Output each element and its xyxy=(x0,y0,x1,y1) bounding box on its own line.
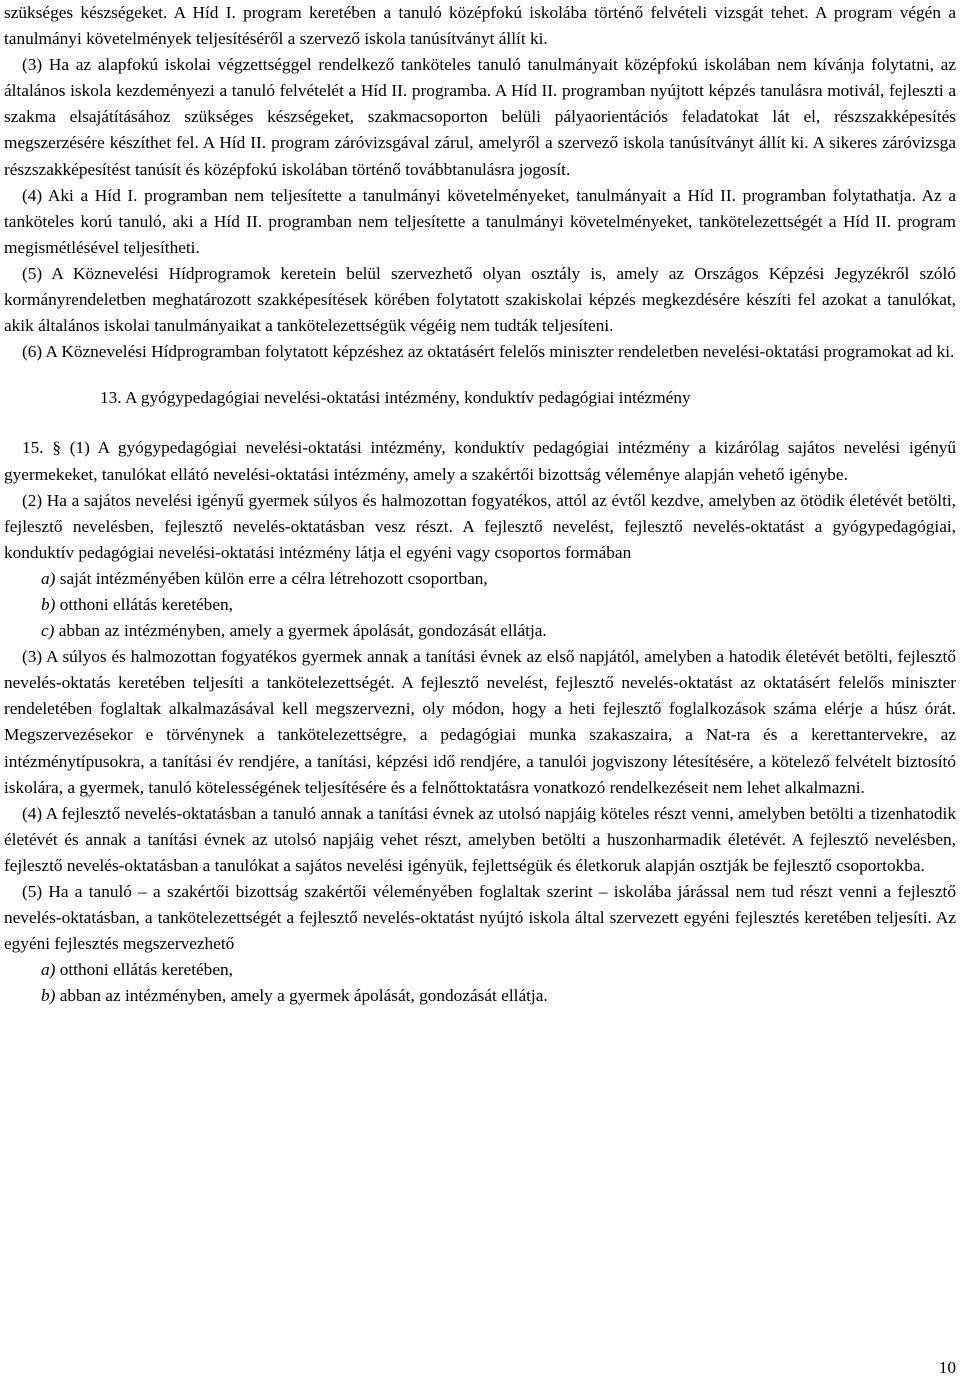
list-marker: c) xyxy=(41,621,55,641)
list-marker: a) xyxy=(41,960,56,980)
list-item xyxy=(4,592,956,618)
list-item xyxy=(4,618,956,644)
list-marker: a) xyxy=(41,568,56,588)
document-page xyxy=(4,0,956,1009)
paragraph-12-6: (6) A Köznevelési Hídprogramban folytatott képzéshez az oktatásért felelős miniszter rendeletben nevelési-oktatási programokat ad ki. xyxy=(22,342,955,362)
list-item-text: abban az intézményben, amely a gyermek ápolását, gondozását ellátja. xyxy=(54,621,547,641)
paragraph-15-1: 15. § (1) A gyógypedagógiai nevelési-oktatási intézmény, konduktív pedagógiai intézmény a kizárólag sajátos nevelési igényű gyermekeket, tanulókat ellátó nevelési-oktatási intézmény, amely a szakértői bizottság véleménye alapján vehető igénybe. xyxy=(4,438,956,484)
list-marker: b) xyxy=(41,594,56,614)
list-item-text: abban az intézményben, amely a gyermek ápolását, gondozását ellátja. xyxy=(55,986,548,1006)
paragraph-12-3: (3) Ha az alapfokú iskolai végzettséggel rendelkező tanköteles tanuló tanulmányait középfokú iskolában nem kívánja folytatni, az általános iskola kezdeményezi a tanuló felvételét a Híd II. programba. A Híd II. programban nyújtott képzés tanulásra motivál, fejleszti a szakma elsajátításához szükséges készségeket, szakmacsoporton belüli pályaorientációs feladatokat lát el, részszakképesítés megszerzésére készíthet fel. A Híd II. program záróvizsgával zárul, amelyről a szervező iskola tanúsítványt állít ki. A sikeres záróvizsga részszakképesítést tanúsít és középfokú iskolában történő továbbtanulásra jogosít. xyxy=(4,55,956,179)
paragraph-12-4: (4) Aki a Híd I. programban nem teljesítette a tanulmányi követelményeket, tanulmányait a Híd II. programban folytathatja. Az a tanköteles korú tanuló, aki a Híd II. programban nem teljesítette a tanulmányi követelményeket, tankötelezettségét a Híd II. program megismétlésével teljesítheti. xyxy=(4,185,956,257)
list-item-text: otthoni ellátás keretében, xyxy=(55,594,233,614)
list-item-text: saját intézményében külön erre a célra létrehozott csoportban, xyxy=(55,568,488,588)
page-number: 10 xyxy=(938,1358,956,1377)
paragraph-15-3: (3) A súlyos és halmozottan fogyatékos gyermek annak a tanítási évnek az első napjától, amelyben a hatodik életévét betölti, fejlesztő nevelés-oktatás keretében teljesíti a tankötelezettségét. A fejlesztő nevelést, fejlesztő nevelés-oktatást az oktatásért felelős miniszter rendeletében foglaltak alkalmazásával kell megszervezni, oly módon, hogy a heti fejlesztő foglalkozások száma elérje a húsz órát. Megszervezésekor e törvénynek a tankötelezettségre, a pedagógiai munka szakaszaira, a Nat-ra és a kerettantervekre, az intézménytípusokra, a tanítási év rendjére, a tanítási, képzési idő rendjére, a tanulói jogviszony létesítésére, a kötelező felvételt biztosító iskolára, a gyermek, tanuló kötelességének teljesítésére és a felnőttoktatásra vonatkozó rendelkezéseit nem lehet alkalmazni. xyxy=(4,647,956,797)
paragraph-15-2: (2) Ha a sajátos nevelési igényű gyermek súlyos és halmozottan fogyatékos, attól az évtől kezdve, amelyben az ötödik életévét betölti, fejlesztő nevelésben, fejlesztő nevelés-oktatásban vesz részt. A fejlesztő nevelést, fejlesztő nevelés-oktatást a gyógypedagógiai, konduktív pedagógiai nevelési-oktatási intézmény látja el egyéni vagy csoportos formában xyxy=(4,490,956,562)
list-item-text: otthoni ellátás keretében, xyxy=(55,960,233,980)
list-item xyxy=(4,983,956,1009)
list-marker: b) xyxy=(41,986,56,1006)
paragraph-continuation: szükséges készségeket. A Híd I. program keretében a tanuló középfokú iskolába történő felvételi vizsgát tehet. A program végén a tanulmányi követelmények teljesítéséről a szervező iskola tanúsítványt állít ki. xyxy=(4,3,956,49)
list-item xyxy=(4,957,956,983)
paragraph-12-5: (5) A Köznevelési Hídprogramok keretein belül szervezhető olyan osztály is, amely az Országos Képzési Jegyzékről szóló kormányrendeletben meghatározott szakképesítések körében folytatott szakiskolai képzés megkezdésére készíti fel azokat a tanulókat, akik általános iskolai tanulmányaikat a tankötelezettségük végéig nem tudták teljesíteni. xyxy=(4,263,956,336)
paragraph-15-4: (4) A fejlesztő nevelés-oktatásban a tanuló annak a tanítási évnek az utolsó napjáig köteles részt venni, amelyben betölti a tizenhatodik életévét és annak a tanítási évnek az utolsó napjáig vehet részt, amelyben betölti a huszonharmadik életévét. A fejlesztő nevelésben, fejlesztő nevelés-oktatásban a tanulókat a sajátos nevelési igényük, fejlettségük és életkoruk alapján osztják be fejlesztő csoportokba. xyxy=(4,803,956,875)
paragraph-15-5: (5) Ha a tanuló – a szakértői bizottság szakértői véleményében foglaltak szerint – iskolába járással nem tud részt venni a fejlesztő nevelés-oktatásban, a tankötelezettségét a fejlesztő nevelés-oktatást nyújtó iskola által szervezett egyéni fejlesztés keretében teljesíti. Az egyéni fejlesztés megszervezhető xyxy=(4,882,956,954)
list-item xyxy=(4,566,956,592)
section-heading: 13. A gyógypedagógiai nevelési-oktatási intézmény, konduktív pedagógiai intézmény xyxy=(100,388,691,408)
